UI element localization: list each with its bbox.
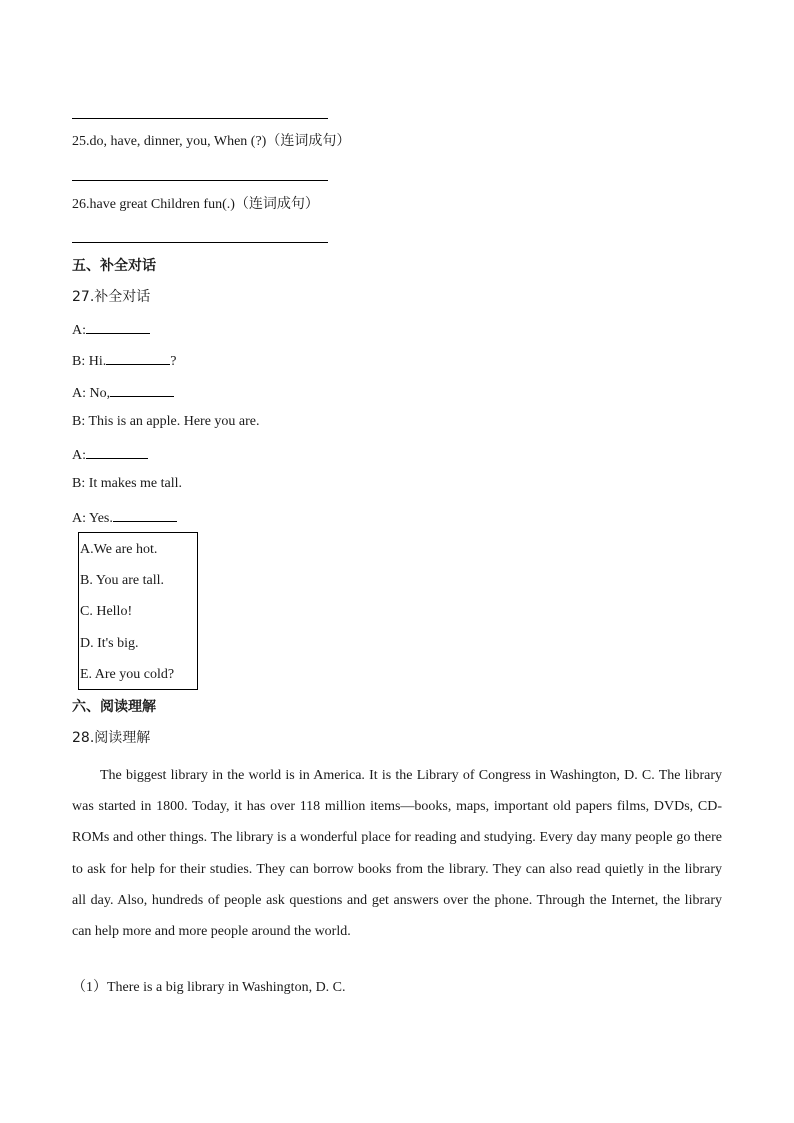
reading-passage: The biggest library in the world is in America. It is the Library of Congress in Washington, D. C. The library was started in 1800. Today, it has over 118 million items—books, maps, important old papers films, DVDs, CD-ROMs and other things. The library is a wonderful place for reading and studying. Every day many people go there to ask for help for their studies. They can borrow books from the library. They can also read quietly in the library all day. Also, hundreds of people ask questions and get answers over the phone. Through the Internet, the library can help more and more people around the world. — [72, 768, 722, 940]
question-28-title: 28.阅读理解 — [72, 730, 151, 746]
answer-blank[interactable] — [113, 507, 177, 522]
question-25 — [72, 132, 350, 151]
answer-blank[interactable] — [86, 444, 148, 459]
options-box — [78, 532, 198, 690]
section-6-title: 六、阅读理解 — [72, 699, 156, 715]
question-26-hint: （连词成句） — [234, 196, 319, 212]
answer-blank[interactable] — [86, 319, 150, 334]
question-27-title: 27.补全对话 — [72, 289, 151, 305]
option-a: A.We are hot. — [80, 542, 158, 557]
dialogue-speaker: A: — [72, 448, 86, 463]
dialogue-speaker: A: Yes. — [72, 511, 113, 526]
answer-line — [72, 242, 328, 243]
option-c: C. Hello! — [80, 604, 133, 619]
dialogue-speaker: A: No, — [72, 386, 111, 401]
question-25-text: 25.do, have, dinner, you, When (?) — [72, 134, 267, 149]
question-26-text: 26.have great Children fun(.) — [72, 197, 235, 212]
answer-blank[interactable] — [106, 350, 170, 365]
question-26 — [72, 195, 319, 214]
question-25-hint: （连词成句） — [266, 133, 351, 149]
dialogue-line-5 — [72, 444, 148, 465]
option-e: E. Are you cold? — [80, 667, 175, 682]
dialogue-line-1 — [72, 319, 150, 340]
dialogue-line-4: B: This is an apple. Here you are. — [72, 414, 260, 429]
option-b: B. You are tall. — [80, 573, 164, 588]
dialogue-speaker: B: Hi. — [72, 354, 107, 369]
dialogue-punct: ? — [170, 354, 177, 369]
option-d: D. It's big. — [80, 636, 139, 651]
section-5-title: 五、补全对话 — [72, 258, 156, 274]
answer-line — [72, 180, 328, 181]
dialogue-line-2 — [72, 350, 176, 371]
dialogue-line-7 — [72, 507, 177, 528]
answer-line — [72, 118, 328, 119]
dialogue-line-6: B: It makes me tall. — [72, 476, 183, 491]
dialogue-speaker: A: — [72, 323, 86, 338]
dialogue-line-3 — [72, 382, 174, 403]
reading-item-1: （1）There is a big library in Washington, D. C. — [72, 980, 346, 995]
answer-blank[interactable] — [110, 382, 174, 397]
